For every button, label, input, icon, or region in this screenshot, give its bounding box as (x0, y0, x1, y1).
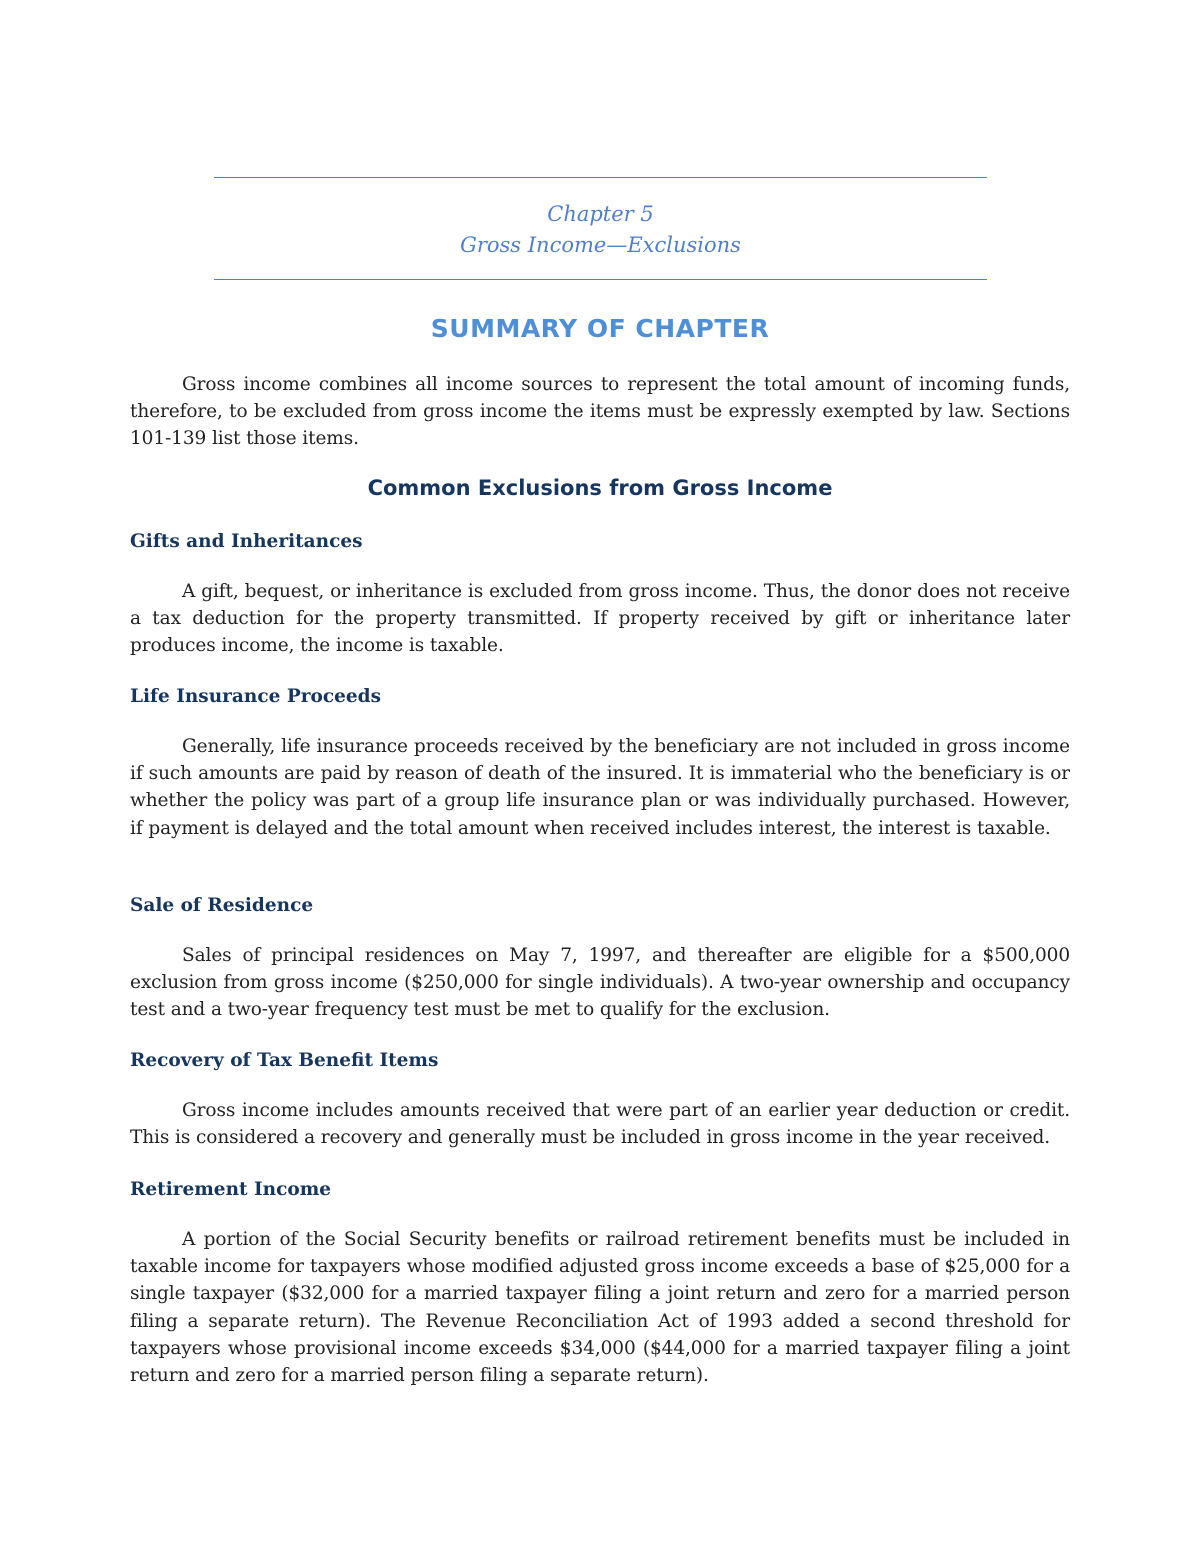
chapter-title: Gross Income—Exclusions (460, 233, 741, 257)
subheading-residence: Sale of Residence (130, 895, 314, 916)
subheading-tax-benefit: Recovery of Tax Benefit Items (130, 1050, 439, 1071)
subheading-retirement: Retirement Income (130, 1179, 332, 1200)
header-rule-bottom (214, 279, 987, 280)
paragraph-life-insurance: Generally, life insurance proceeds received by the beneficiary are not included in gross income if such amounts are paid by reason of death of the insured. It is immaterial who the beneficiary is or whether the policy was part of a group life insurance plan or was individually purchased. However, if payment is delayed and the total amount when received includes interest, the interest is taxable. (130, 736, 1070, 839)
summary-heading: SUMMARY OF CHAPTER (430, 314, 770, 343)
intro-paragraph: Gross income combines all income sources to represent the total amount of incoming funds, therefore, to be excluded from gross income the items must be expressly exempted by law. Sections 101-139 list those items. (130, 374, 1070, 450)
chapter-label: Chapter 5 (547, 202, 654, 226)
subheading-gifts: Gifts and Inheritances (130, 531, 363, 552)
paragraph-tax-benefit: Gross income includes amounts received that were part of an earlier year deduction or credit. This is considered a recovery and generally must be included in gross income in the year received. (130, 1100, 1070, 1149)
paragraph-gifts: A gift, bequest, or inheritance is excluded from gross income. Thus, the donor does not receive a tax deduction for the property transmitted. If property received by gift or inheritance later produces income, the income is taxable. (130, 581, 1070, 657)
chapter-header (214, 199, 987, 261)
header-rule-top (214, 177, 987, 178)
section-heading: Common Exclusions from Gross Income (367, 476, 833, 500)
subheading-life-insurance: Life Insurance Proceeds (130, 686, 381, 707)
paragraph-retirement: A portion of the Social Security benefits or railroad retirement benefits must be included in taxable income for taxpayers whose modified adjusted gross income exceeds a base of $25,000 for a single taxpayer ($32,000 for a married taxpayer filing a joint return and zero for a married person filing a separate return). The Revenue Reconciliation Act of 1993 added a second threshold for taxpayers whose provisional income exceeds $34,000 ($44,000 for a married taxpayer filing a joint return and zero for a married person filing a separate return). (130, 1229, 1070, 1387)
paragraph-residence: Sales of principal residences on May 7, 1997, and thereafter are eligible for a $500,000 exclusion from gross income ($250,000 for single individuals). A two-year ownership and occupancy test and a two-year frequency test must be met to qualify for the exclusion. (130, 945, 1070, 1021)
